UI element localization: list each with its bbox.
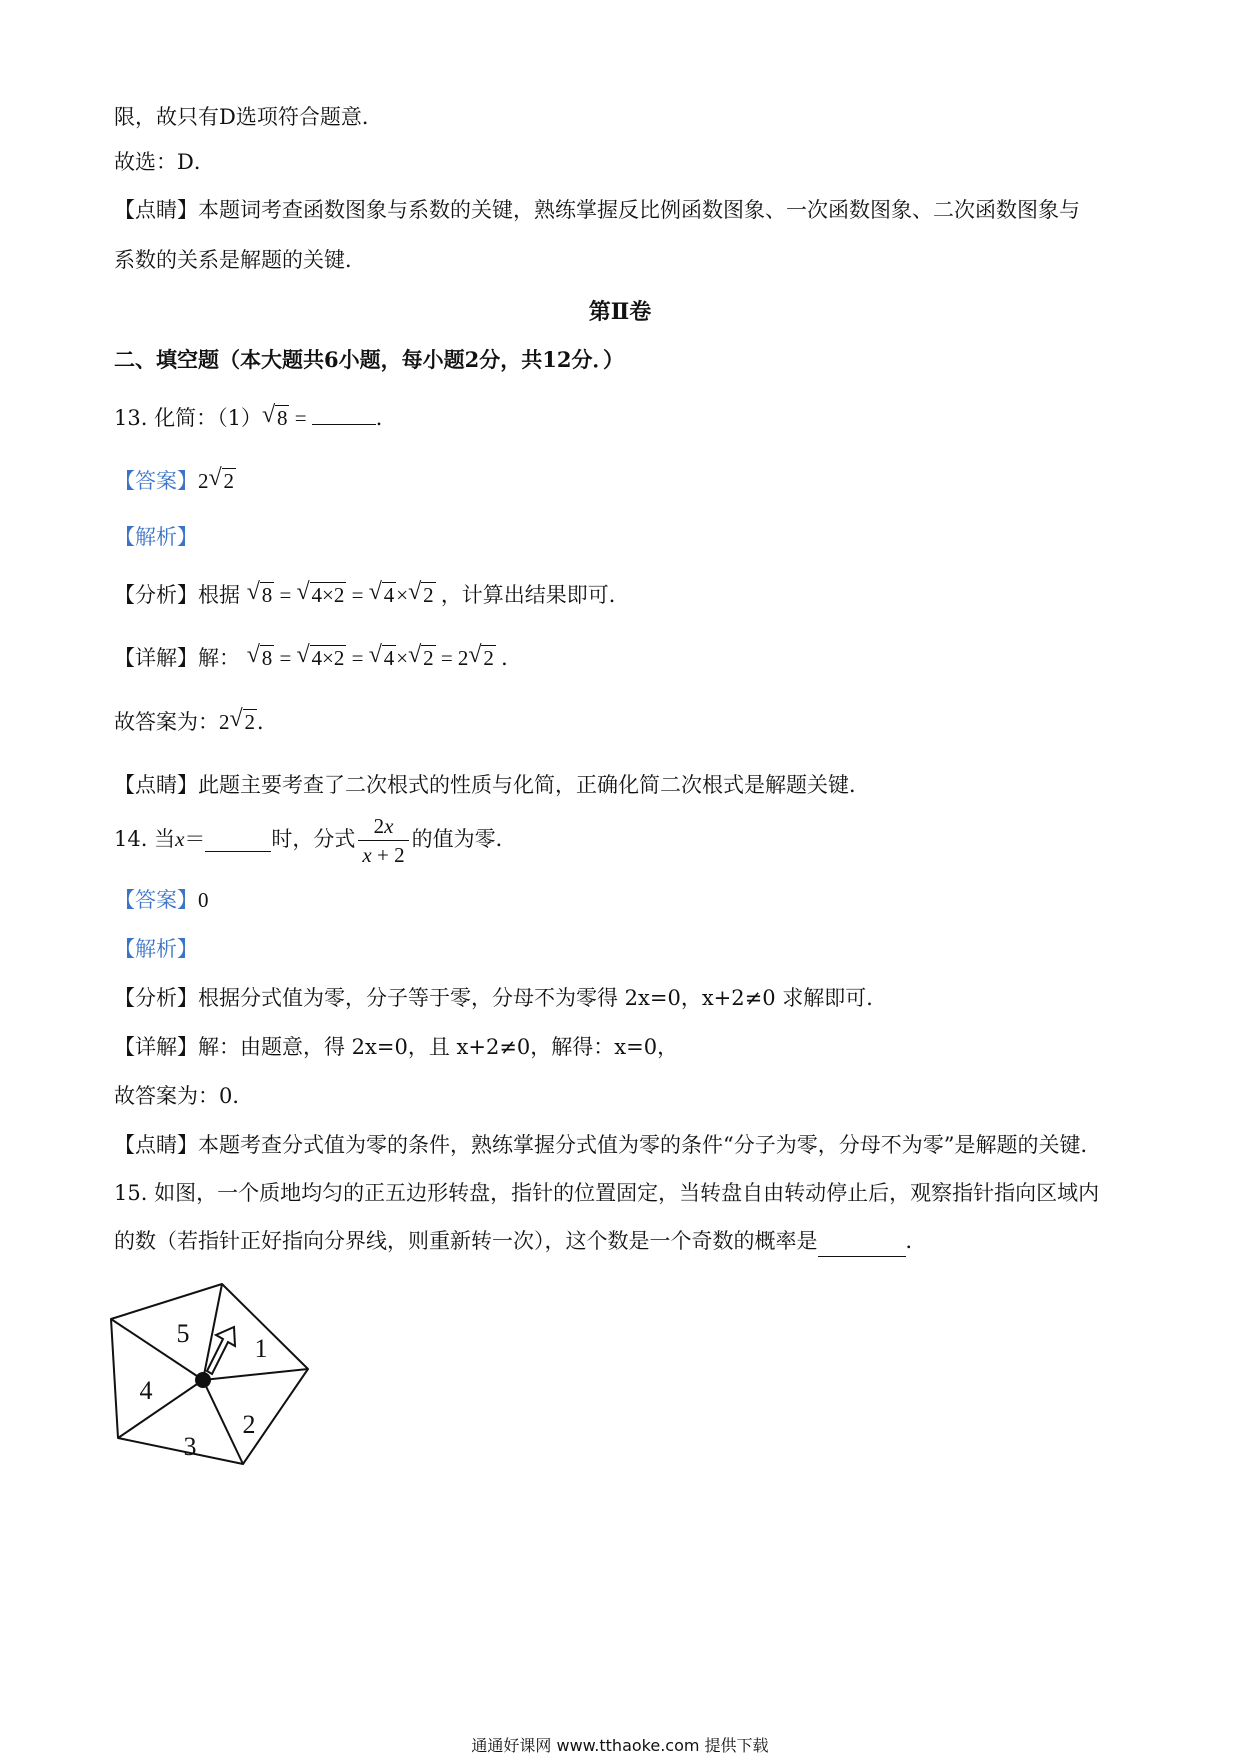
- sector-label-5: 5: [176, 1319, 190, 1348]
- sqrt-4x2: √ 4×2: [296, 642, 345, 670]
- q14-stem: 14. 当x＝ 时，分式 $\frac{2x}{x + 2}$ 的值为零．: [114, 814, 517, 867]
- q15-line-1: 15. 如图，一个质地均匀的正五边形转盘，指针的位置固定，当转盘自由转动停止后，观察指针指向区域内: [114, 1181, 1100, 1205]
- sqrt-4x2: √ 4×2: [296, 579, 345, 607]
- fraction-2x-over-x-plus-2: $\frac{2x}{x + 2}$: [358, 812, 408, 869]
- pentagon-outline: [111, 1284, 308, 1464]
- divider-line: [203, 1380, 243, 1464]
- prev-dianjing-line-1: 【点睛】本题词考查函数图象与系数的关键，熟练掌握反比例函数图象、一次函数图象、二次函数图象与: [114, 198, 1080, 222]
- sqrt-4: √ 4: [368, 579, 395, 607]
- spinner-center-dot: [195, 1372, 211, 1388]
- dianjing-tag: 【点睛】: [114, 773, 198, 797]
- q14-fenxi: 【分析】根据分式值为零，分子等于零，分母不为零得 2x=0，x+2≠0 求解即可．: [114, 986, 888, 1010]
- xiangjie-tag: 【详解】: [114, 646, 198, 670]
- sector-label-2: 2: [242, 1410, 256, 1439]
- q13-dianjing: 【点睛】此题主要考查了二次根式的性质与化简，正确化简二次根式是解题关键．: [114, 773, 870, 797]
- fenxi-tag: 【分析】: [114, 583, 198, 607]
- q13-xiangjie: 【详解】解： √ 8 = √ 4×2 = √ 4× √ 2 = 2 √ 2 ．: [114, 643, 522, 673]
- sector-label-1: 1: [254, 1334, 268, 1363]
- q13-jiexi-tag: 【解析】: [114, 525, 198, 549]
- sector-label-4: 4: [139, 1376, 153, 1405]
- sqrt-2: √ 2: [468, 642, 494, 670]
- q14-dianjing: 【点睛】本题考查分式值为零的条件，熟练掌握分式值为零的条件“分子为零，分母不为零”是解题的关键．: [114, 1133, 1102, 1157]
- section-heading: 二、填空题（本大题共6小题，每小题2分，共12分．）: [114, 347, 624, 372]
- q14-jiexi-tag: 【解析】: [114, 937, 198, 961]
- section-title: 第Ⅱ卷: [588, 299, 652, 325]
- sqrt-2: √ 2: [408, 642, 434, 670]
- q14-xiangjie: 【详解】解：由题意，得 2x=0，且 x+2≠0，解得：x=0，: [114, 1035, 679, 1059]
- sector-label-3: 3: [183, 1432, 197, 1461]
- answer-blank: [818, 1226, 906, 1257]
- page-footer: 通通好课网 www.tthaoke.com 提供下载: [471, 1736, 769, 1755]
- divider-line: [203, 1369, 308, 1380]
- sqrt-2: √ 2: [208, 465, 234, 493]
- prev-dianjing-line-2: 系数的关系是解题的关键．: [114, 248, 366, 272]
- divider-line: [118, 1380, 203, 1438]
- sqrt-8: √ 8: [246, 579, 273, 607]
- q14-guda: 故答案为：0．: [114, 1084, 254, 1108]
- prev-line-1: 限，故只有D选项符合题意．: [114, 105, 383, 129]
- q14-answer: 【答案】0: [114, 888, 209, 912]
- answer-blank: [312, 424, 376, 425]
- q13-fenxi: 【分析】根据 √ 8 = √ 4×2 = √ 4× √ 2 ，计算出结果即可．: [114, 580, 630, 610]
- sqrt-2: √ 2: [408, 579, 434, 607]
- answer-blank: [205, 827, 271, 852]
- dianjing-tag: 【点睛】: [114, 198, 198, 222]
- fenxi-tag: 【分析】: [114, 986, 198, 1010]
- dianjing-tag: 【点睛】: [114, 1133, 198, 1157]
- answer-tag: 【答案】: [114, 888, 198, 912]
- xiangjie-tag: 【详解】: [114, 1035, 198, 1059]
- sqrt-8: √ 8: [246, 642, 273, 670]
- sqrt-8: √ 8: [261, 402, 288, 430]
- q15-line-2: 的数（若指针正好指向分界线，则重新转一次），这个数是一个奇数的概率是 ．: [114, 1226, 927, 1257]
- q13-guda: 故答案为：2 √ 2．: [114, 707, 278, 737]
- answer-tag: 【答案】: [114, 469, 198, 493]
- prev-line-2: 故选：D．: [114, 150, 215, 174]
- pentagon-spinner-figure: [108, 1277, 318, 1477]
- sqrt-4: √ 4: [368, 642, 395, 670]
- q13-answer: 【答案】2 √ 2: [114, 466, 236, 496]
- sqrt-2: √ 2: [229, 706, 255, 734]
- q13-stem: 13. 化简：（1） √ 8 = ．: [114, 403, 397, 433]
